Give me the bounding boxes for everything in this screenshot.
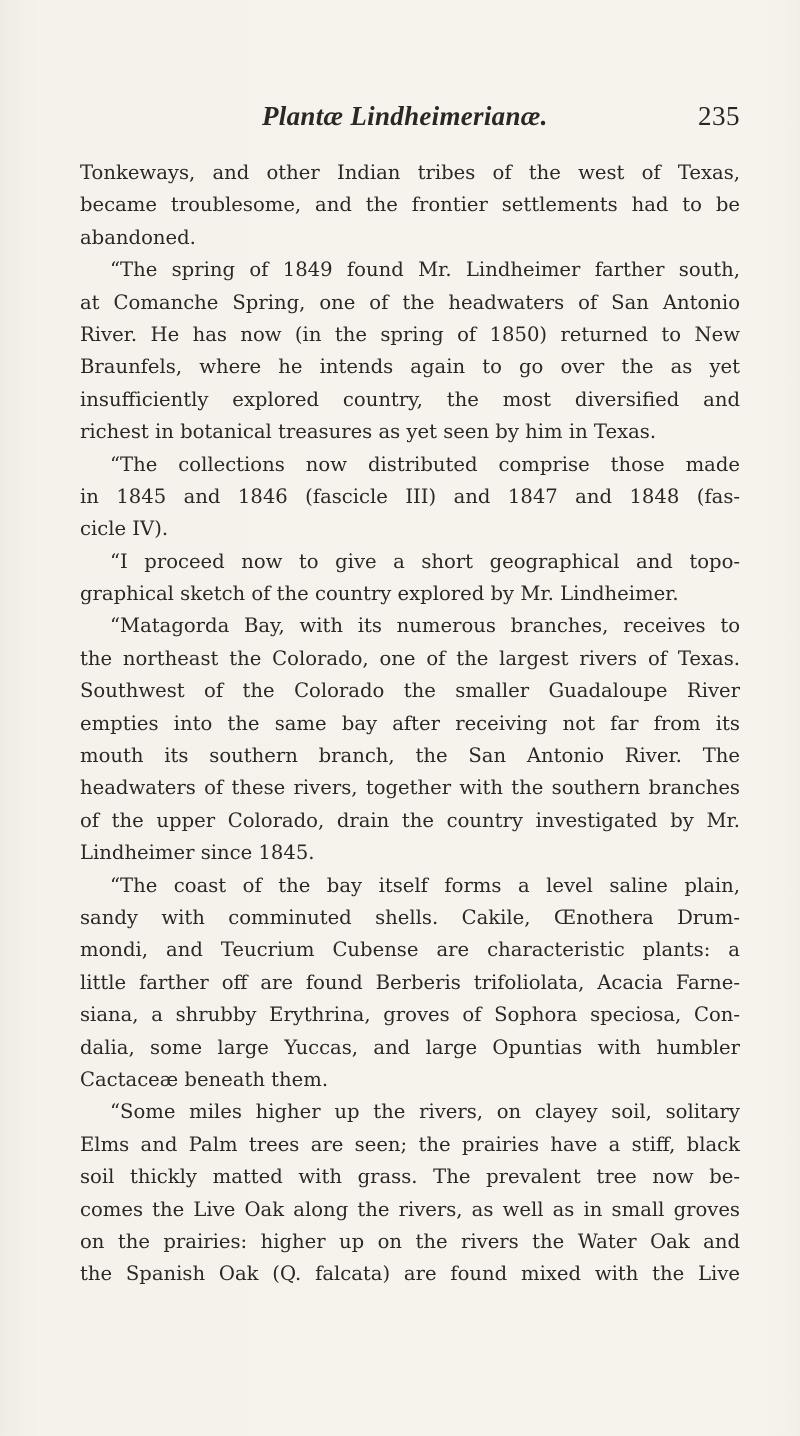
text-line: “The coast of the bay itself forms a level saline plain, <box>110 873 740 897</box>
paragraph <box>80 610 740 869</box>
text-line: Braunfels, where he intends again to go over the as yet <box>80 355 740 379</box>
text-line: mouth its southern branch, the San Antonio River. The <box>80 744 740 768</box>
text-line: “I proceed now to give a short geographical and topo- <box>110 549 740 573</box>
text-line: in 1845 and 1846 (fascicle III) and 1847 and 1848 (fas- <box>80 484 740 508</box>
text-line: soil thickly matted with grass. The prevalent tree now be- <box>80 1165 740 1189</box>
paragraph <box>80 546 740 611</box>
text-line: richest in botanical treasures as yet seen by him in Texas. <box>80 420 657 444</box>
text-line: the northeast the Colorado, one of the largest rivers of Texas. <box>80 646 740 670</box>
body-text <box>80 157 740 1291</box>
text-line: “The spring of 1849 found Mr. Lindheimer farther south, <box>110 258 740 282</box>
text-line: “Matagorda Bay, with its numerous branches, receives to <box>110 614 740 638</box>
text-line: “The collections now distributed comprise those made <box>110 452 740 476</box>
text-line: Lindheimer since 1845. <box>80 841 315 865</box>
page-number: 235 <box>698 101 740 131</box>
text-line: Southwest of the Colorado the smaller Guadaloupe River <box>80 679 740 703</box>
paragraph <box>80 157 740 254</box>
text-line: Tonkeways, and other Indian tribes of the west of Texas, <box>80 161 740 184</box>
text-line: comes the Live Oak along the rivers, as well as in small groves <box>80 1197 740 1221</box>
text-line: sandy with comminuted shells. Cakile, Œnothera Drum- <box>80 905 740 929</box>
text-line: graphical sketch of the country explored by Mr. Lindheimer. <box>80 582 679 606</box>
paragraph <box>80 1096 740 1290</box>
running-title: Plantæ Lindheimerianæ. <box>262 101 548 131</box>
paragraph <box>80 449 740 546</box>
text-line: siana, a shrubby Erythrina, groves of Sophora speciosa, Con- <box>80 1003 740 1027</box>
text-line: cicle IV). <box>80 517 169 541</box>
text-line: empties into the same bay after receiving not far from its <box>80 711 740 735</box>
paragraph <box>80 254 740 448</box>
text-line: at Comanche Spring, one of the headwaters of San Antonio <box>80 290 740 314</box>
text-line: headwaters of these rivers, together with the southern branches <box>80 776 740 800</box>
text-line: became troublesome, and the frontier settlements had to be <box>80 193 740 217</box>
text-line: little farther off are found Berberis trifoliolata, Acacia Farne- <box>80 970 740 994</box>
text-line: dalia, some large Yuccas, and large Opuntias with humbler <box>80 1035 740 1059</box>
text-line: “Some miles higher up the rivers, on clayey soil, solitary <box>110 1100 740 1124</box>
paragraph <box>80 870 740 1097</box>
text-line: the Spanish Oak (Q. falcata) are found mixed with the Live <box>80 1262 740 1286</box>
text-line: Cactaceæ beneath them. <box>80 1067 329 1091</box>
text-line: of the upper Colorado, drain the country investigated by Mr. <box>80 808 740 832</box>
text-line: on the prairies: higher up on the rivers the Water Oak and <box>80 1229 740 1253</box>
text-line: River. He has now (in the spring of 1850) returned to New <box>80 322 740 346</box>
text-line: Elms and Palm trees are seen; the prairies have a stiff, black <box>80 1132 740 1156</box>
text-line: abandoned. <box>80 225 196 249</box>
running-head <box>262 96 740 136</box>
text-line: insufficiently explored country, the most diversified and <box>80 387 740 411</box>
text-line: mondi, and Teucrium Cubense are characteristic plants: a <box>80 938 740 962</box>
